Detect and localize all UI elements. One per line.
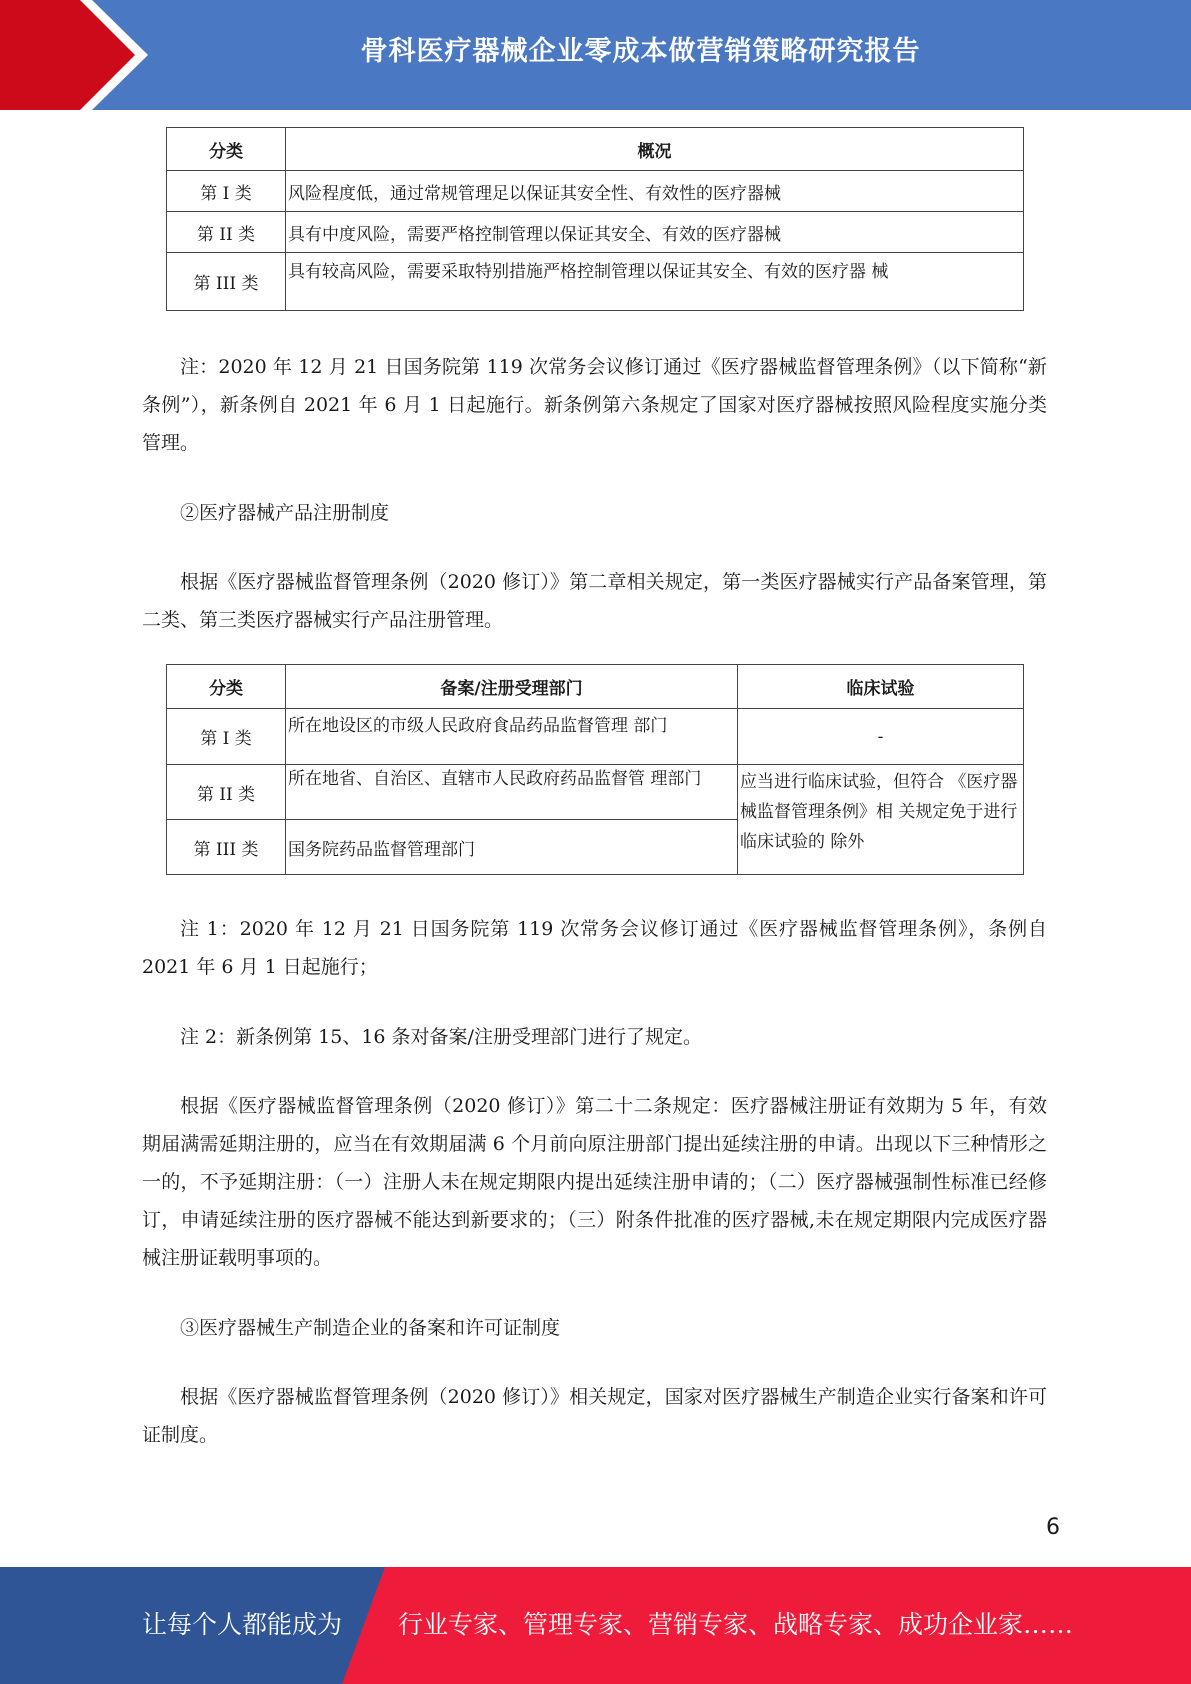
table-row: [167, 765, 1024, 820]
table1-class-cell: 第 II 类: [167, 212, 286, 253]
report-title: 骨科医疗器械企业零成本做营销策略研究报告: [360, 36, 921, 67]
table2-header-class: 分类: [167, 665, 286, 709]
table2-header-department: 备案/注册受理部门: [286, 665, 738, 709]
table-row: [167, 171, 1024, 212]
registration-paragraph: 根据《医疗器械监督管理条例（2020 修订）》第二章相关规定，第一类医疗器械实行产品备案管理，第二类、第三类医疗器械实行产品注册管理。: [142, 571, 1047, 631]
table-row: [167, 709, 1024, 765]
registration-department-table: [166, 664, 1024, 875]
footer-slogan-left: 让每个人都能成为: [142, 1610, 343, 1639]
table2-class-cell: 第 II 类: [167, 765, 286, 820]
note-new-regulation: 注：2020 年 12 月 21 日国务院第 119 次常务会议修订通过《医疗器械监督管理条例》（以下简称“新条例”），新条例自 2021 年 6 月 1 日起施行。新条例第六条规定了国家对医疗器械按照风险程度实施分类管理。: [142, 356, 1047, 454]
table1-desc-cell: 具有较高风险，需要采取特别措施严格控制管理以保证其安全、有效的医疗器 械: [286, 253, 1024, 311]
table1-desc-cell: 风险程度低，通过常规管理足以保证其安全性、有效性的医疗器械: [286, 171, 1024, 212]
page-number: 6: [1046, 1515, 1060, 1540]
table-row: [167, 212, 1024, 253]
page-footer: [0, 1567, 1191, 1684]
table2-class-cell: 第 I 类: [167, 709, 286, 765]
table-row: [167, 253, 1024, 311]
table1-class-cell: 第 III 类: [167, 253, 286, 311]
table2-clinical-merged-cell: 应当进行临床试验，但符合 《医疗器械监督管理条例》相 关规定免于进行临床试验的 除外: [738, 765, 1024, 875]
footer-slogan-right: 行业专家、管理专家、营销专家、战略专家、成功企业家……: [398, 1610, 1074, 1639]
note-2: 注 2：新条例第 15、16 条对备案/注册受理部门进行了规定。: [180, 1026, 702, 1048]
renewal-paragraph: 根据《医疗器械监督管理条例（2020 修订）》第二十二条规定：医疗器械注册证有效期为 5 年，有效期届满需延期注册的，应当在有效期届满 6 个月前向原注册部门提出延续注册的申请。出现以下三种情形之一的，不予延期注册：（一）注册人未在规定期限内提出延续注册申请的；（二）医疗器械强制性标准已经修订，申请延续注册的医疗器械不能达到新要求的；（三）附条件批准的医疗器械,未在规定期限内完成医疗器械注册证载明事项的。: [142, 1095, 1047, 1269]
table1-header-class: 分类: [167, 128, 286, 171]
table2-clinical-cell: -: [738, 709, 1024, 765]
section-heading-production: ③医疗器械生产制造企业的备案和许可证制度: [180, 1317, 561, 1339]
page-header: [0, 0, 1191, 110]
note-1: 注 1：2020 年 12 月 21 日国务院第 119 次常务会议修订通过《医疗器械监督管理条例》，条例自 2021 年 6 月 1 日起施行；: [142, 918, 1047, 978]
table1-header-overview: 概况: [286, 128, 1024, 171]
table1-desc-cell: 具有中度风险，需要严格控制管理以保证其安全、有效的医疗器械: [286, 212, 1024, 253]
production-paragraph: 根据《医疗器械监督管理条例（2020 修订）》相关规定，国家对医疗器械生产制造企业实行备案和许可证制度。: [142, 1386, 1047, 1446]
table2-dept-cell: 所在地设区的市级人民政府食品药品监督管理 部门: [286, 709, 738, 765]
table2-dept-cell: 所在地省、自治区、直辖市人民政府药品监督管 理部门: [286, 765, 738, 820]
table2-header-clinical: 临床试验: [738, 665, 1024, 709]
table2-class-cell: 第 III 类: [167, 820, 286, 875]
table2-dept-cell: 国务院药品监督管理部门: [286, 820, 738, 875]
table1-class-cell: 第 I 类: [167, 171, 286, 212]
header-red-chevron: [0, 0, 150, 110]
classification-table: [166, 127, 1024, 311]
section-heading-registration: ②医疗器械产品注册制度: [180, 502, 390, 524]
